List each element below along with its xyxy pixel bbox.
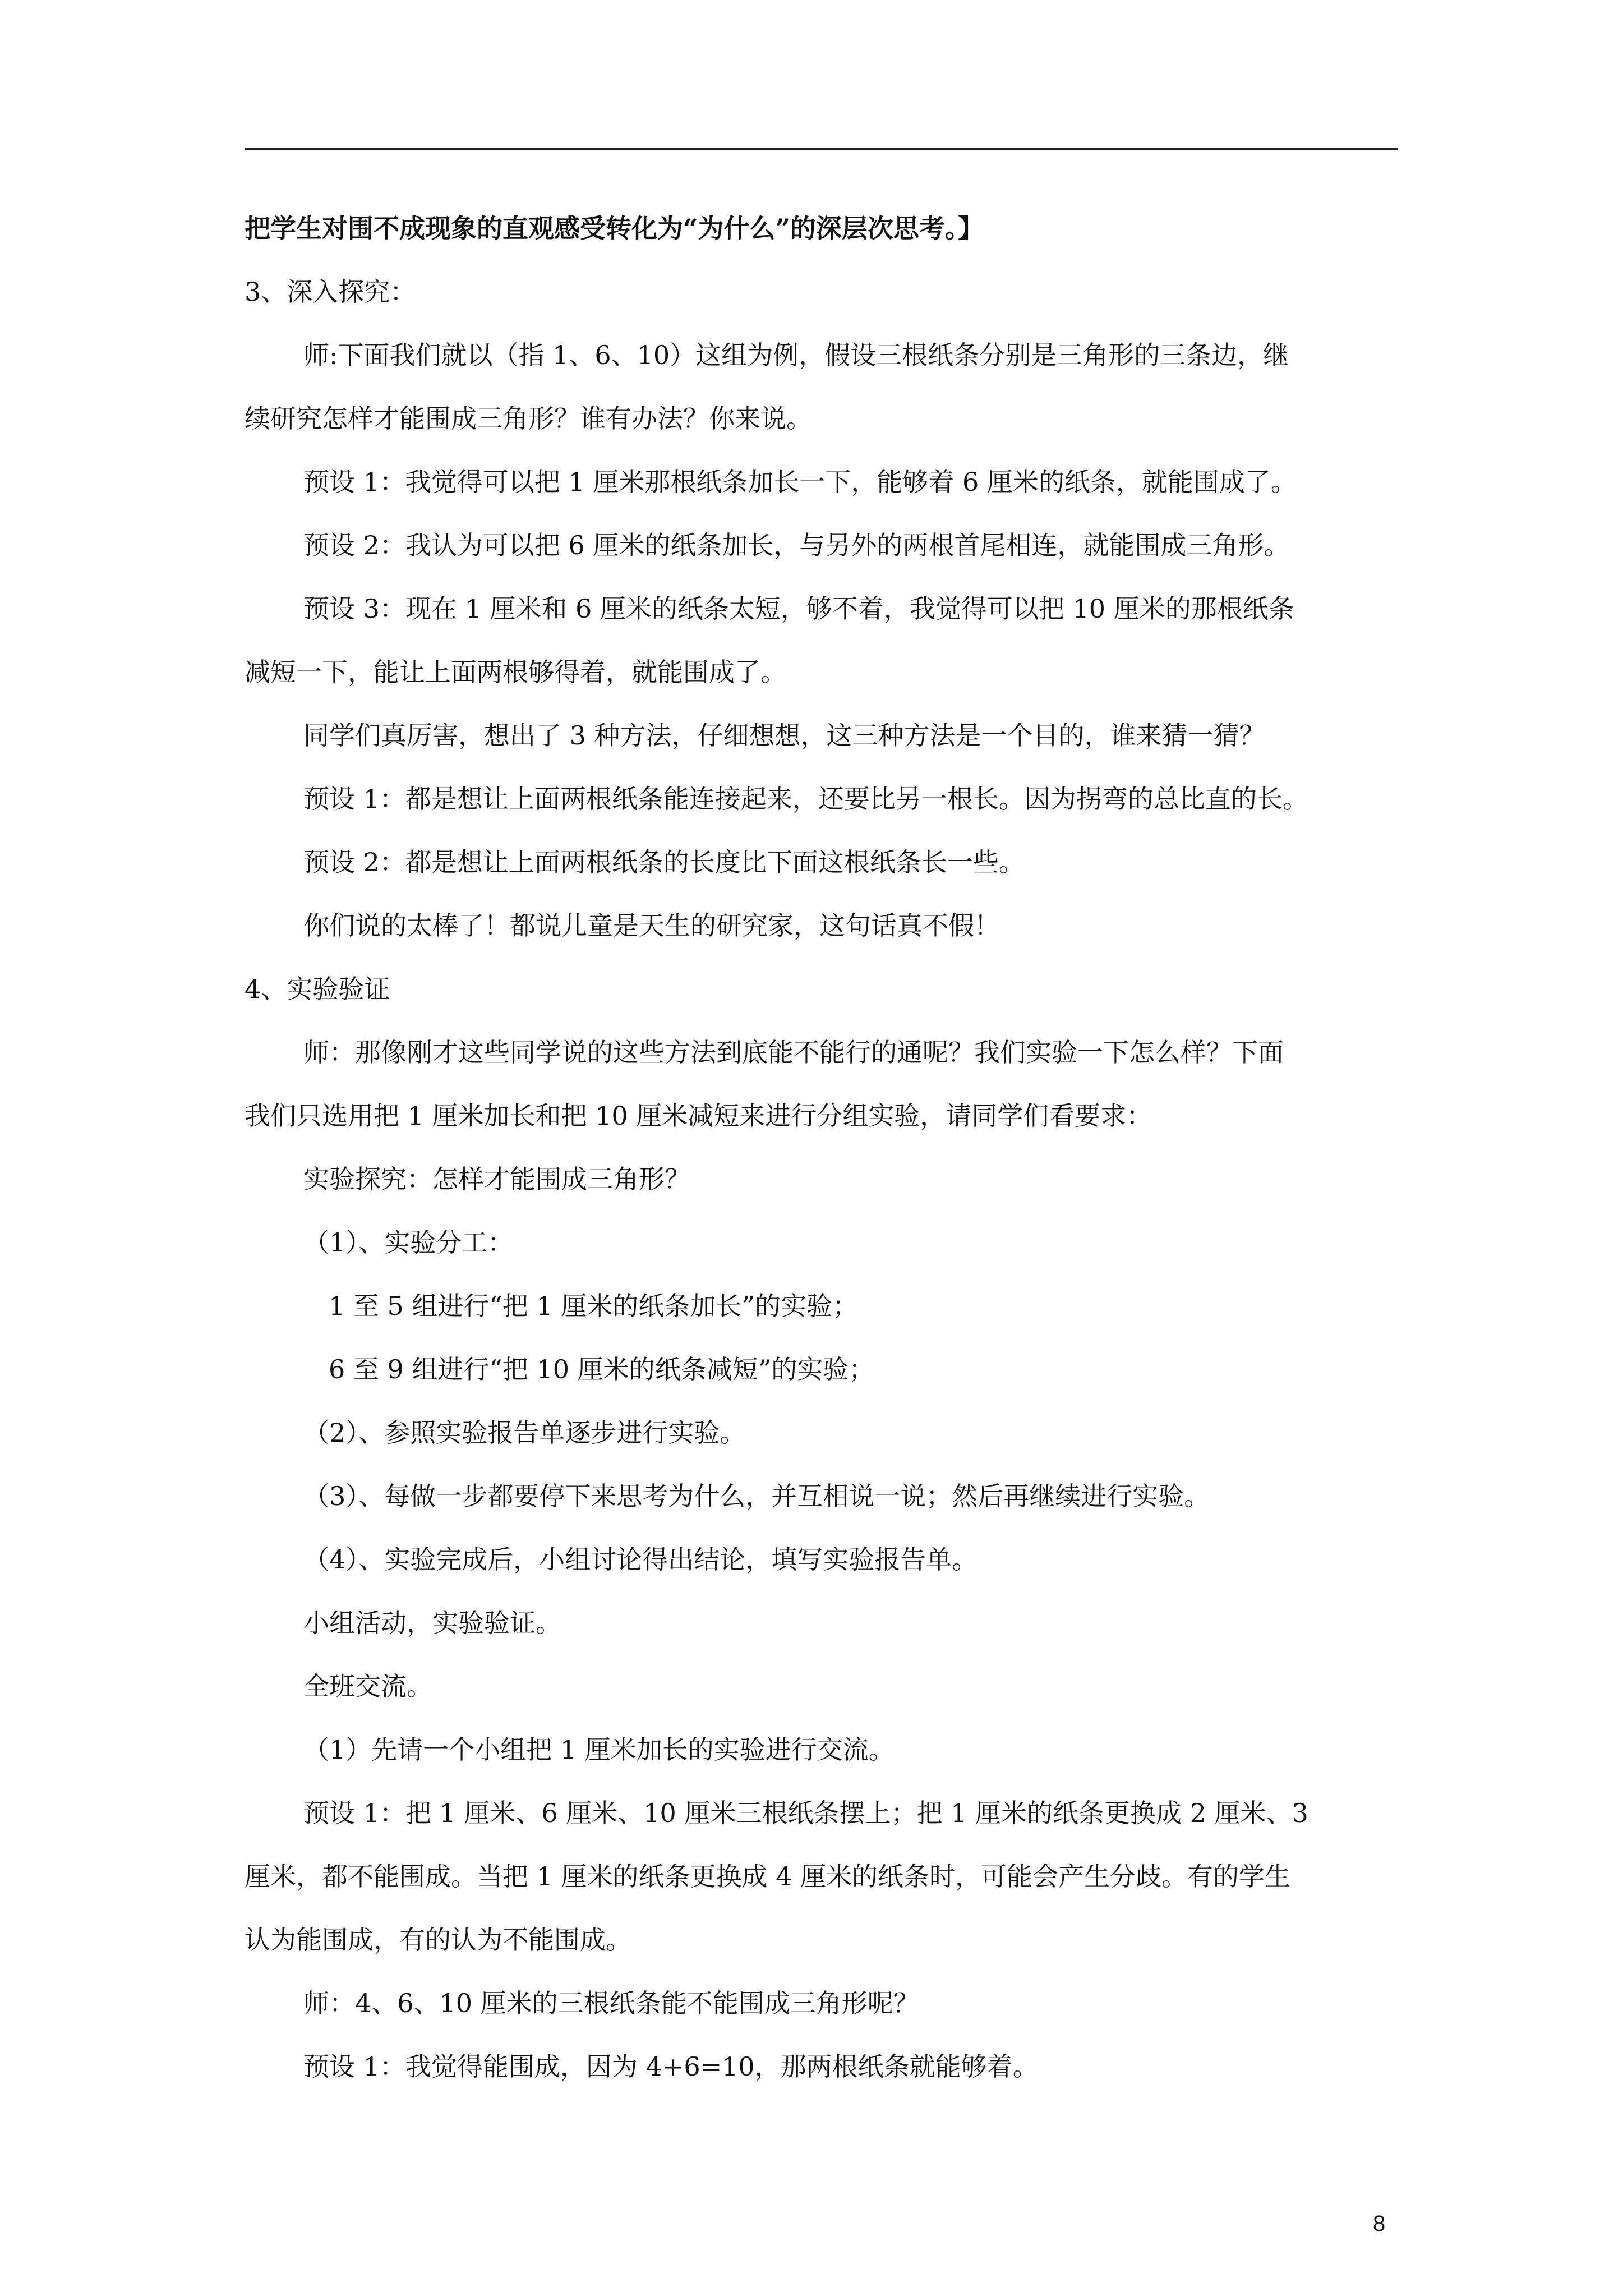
paragraph-line: 预设 3：现在 1 厘米和 6 厘米的纸条太短，够不着，我觉得可以把 10 厘米的那根纸条 [303, 593, 1294, 624]
paragraph-line: 预设 2：我认为可以把 6 厘米的纸条加长，与另外的两根首尾相连，就能围成三角形。 [303, 530, 1290, 560]
list-item: 1 至 5 组进行“把 1 厘米的纸条加长”的实验； [329, 1291, 858, 1321]
paragraph-line: 你们说的太棒了！都说儿童是天生的研究家，这句话真不假！ [303, 910, 1000, 941]
paragraph-line: 同学们真厉害，想出了 3 种方法，仔细想想，这三种方法是一个目的，谁来猜一猜？ [303, 720, 1265, 751]
paragraph-line: 认为能围成，有的认为不能围成。 [245, 1925, 631, 1955]
paragraph-line: 师：那像刚才这些同学说的这些方法到底能不能行的通呢？我们实验一下怎么样？下面 [303, 1037, 1284, 1068]
paragraph-line: 师:下面我们就以（指 1、6、10）这组为例，假设三根纸条分别是三角形的三条边，继 [303, 340, 1289, 370]
paragraph-line: 预设 1：我觉得能围成，因为 4+6=10，那两根纸条就能够着。 [303, 2051, 1039, 2082]
paragraph-line: 减短一下，能让上面两根够得着，就能围成了。 [245, 657, 786, 687]
list-item: （1）先请一个小组把 1 厘米加长的实验进行交流。 [303, 1734, 895, 1765]
list-item: （4）、实验完成后，小组讨论得出结论，填写实验报告单。 [303, 1544, 978, 1575]
paragraph-line: 预设 1：都是想让上面两根纸条能连接起来，还要比另一根长。因为拐弯的总比直的长。 [303, 784, 1308, 814]
paragraph-line: 小组活动，实验验证。 [303, 1608, 561, 1638]
paragraph-line: 预设 1：我觉得可以把 1 厘米那根纸条加长一下，能够着 6 厘米的纸条，就能围成了。 [303, 467, 1297, 497]
paragraph-line: 厘米，都不能围成。当把 1 厘米的纸条更换成 4 厘米的纸条时，可能会产生分歧。有的学生 [245, 1861, 1291, 1892]
paragraph-line: 全班交流。 [303, 1671, 432, 1701]
section-heading-4: 4、实验验证 [245, 974, 390, 1004]
paragraph-line: 实验探究：怎样才能围成三角形？ [303, 1164, 690, 1194]
list-item: （3）、每做一步都要停下来思考为什么，并互相说一说；然后再继续进行实验。 [303, 1481, 1210, 1511]
paragraph-line: 预设 2：都是想让上面两根纸条的长度比下面这根纸条长一些。 [303, 847, 1025, 877]
list-item: 6 至 9 组进行“把 10 厘米的纸条减短”的实验； [329, 1354, 875, 1384]
list-item: （1）、实验分工： [303, 1227, 514, 1258]
list-item: （2）、参照实验报告单逐步进行实验。 [303, 1418, 746, 1448]
paragraph-line: 续研究怎样才能围成三角形？谁有办法？你来说。 [245, 403, 812, 434]
paragraph-line: 我们只选用把 1 厘米加长和把 10 厘米减短来进行分组实验，请同学们看要求： [245, 1101, 1152, 1131]
bold-conclusion-line: 把学生对围不成现象的直观感受转化为“为什么”的深层次思考。】 [245, 213, 984, 243]
paragraph-line: 预设 1：把 1 厘米、6 厘米、10 厘米三根纸条摆上；把 1 厘米的纸条更换成 2 厘米、3 [303, 1798, 1308, 1828]
page-number: 8 [1373, 2211, 1386, 2236]
header-rule [245, 148, 1398, 150]
section-heading-3: 3、深入探究： [245, 277, 416, 307]
paragraph-line: 师：4、6、10 厘米的三根纸条能不能围成三角形呢？ [303, 1988, 919, 2018]
